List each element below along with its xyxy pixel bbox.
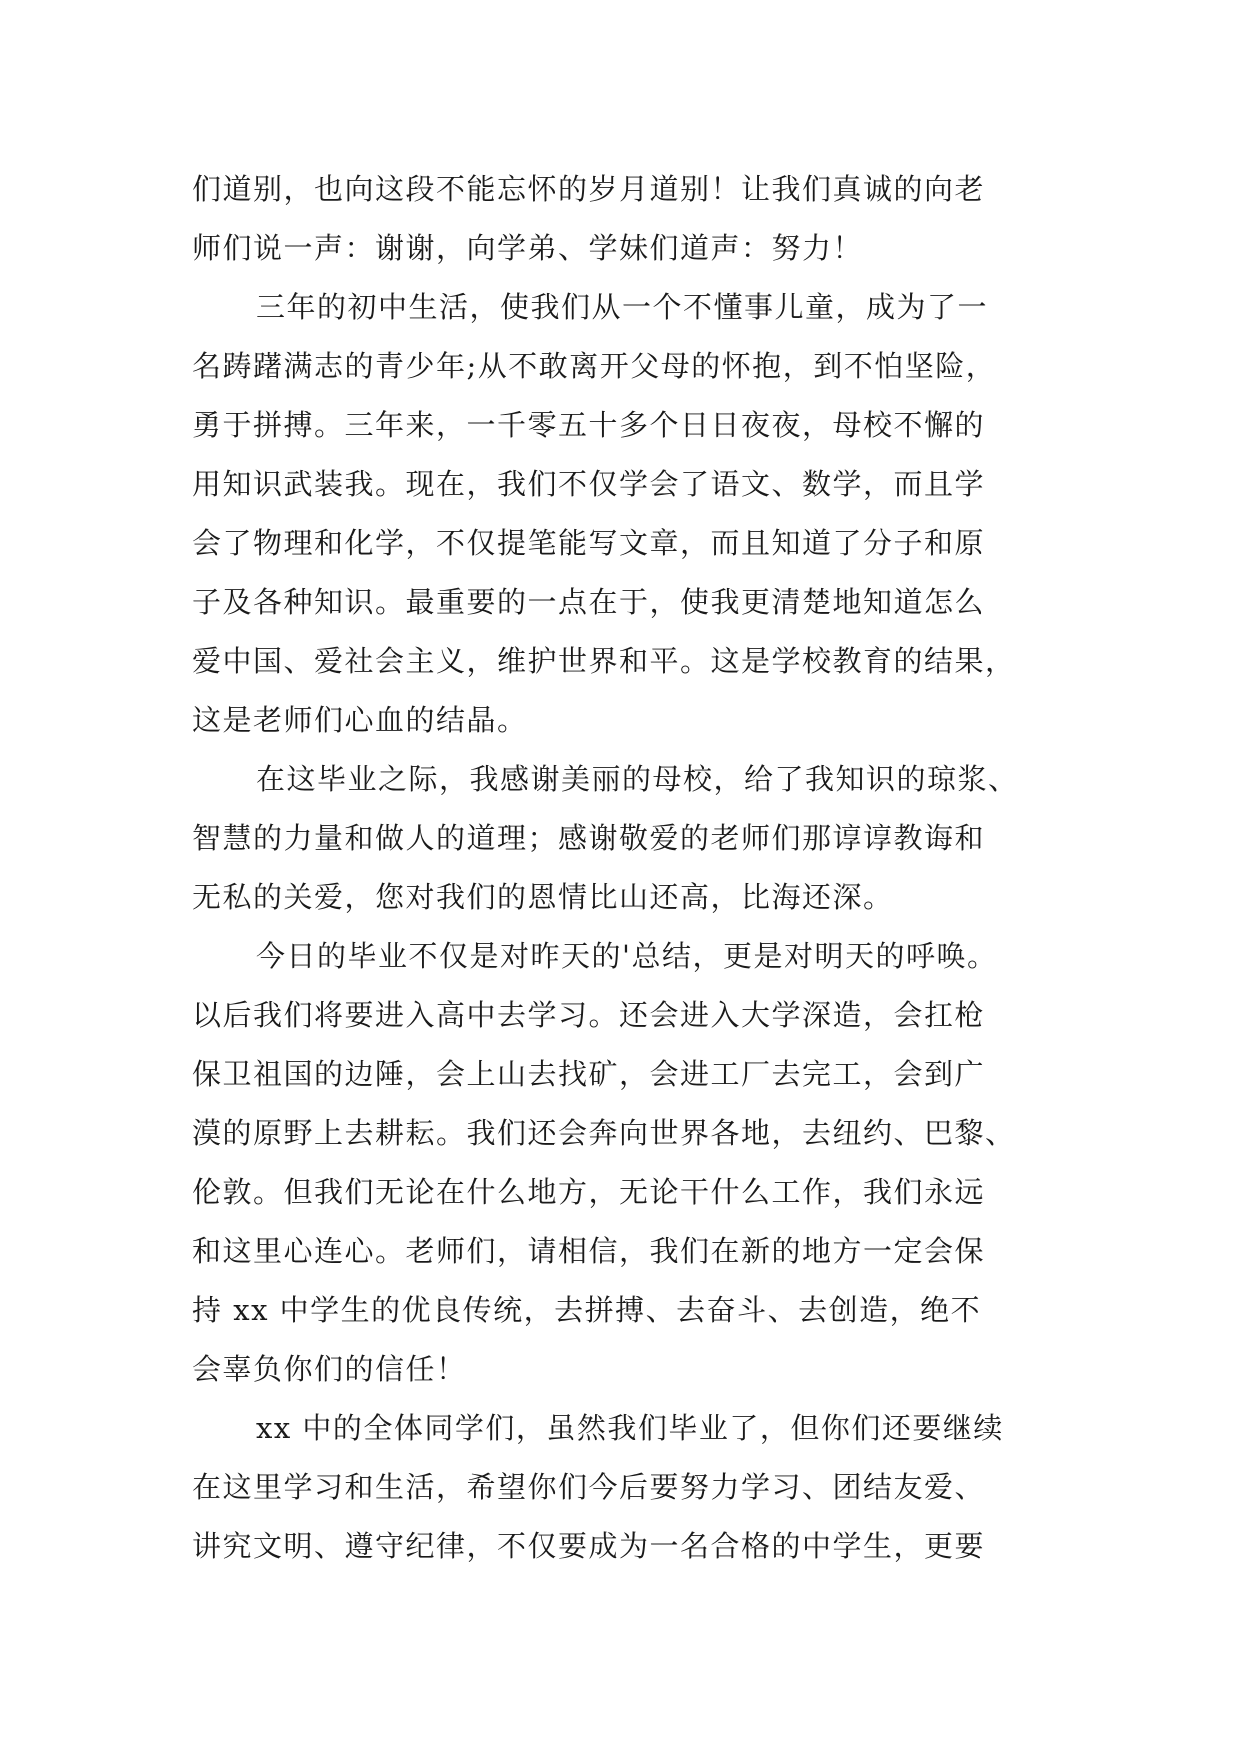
text-line: 用知识武装我。现在，我们不仅学会了语文、数学，而且学 (192, 467, 986, 501)
text-line: 在这里学习和生活，希望你们今后要努力学习、团结友爱、 (192, 1470, 986, 1504)
text-line: 智慧的力量和做人的道理；感谢敬爱的老师们那谆谆教诲和 (192, 821, 986, 855)
text-line: 勇于拼搏。三年来，一千零五十多个日日夜夜，母校不懈的 (192, 408, 986, 442)
paragraph-first-line: 今日的毕业不仅是对昨天的'总结，更是对明天的呼唤。 (256, 939, 998, 973)
text-line: 子及各种知识。最重要的一点在于，使我更清楚地知道怎么 (192, 585, 986, 619)
paragraph-first-line: 三年的初中生活，使我们从一个不懂事儿童，成为了一 (256, 290, 989, 324)
paragraph-first-line: xx 中的全体同学们，虽然我们毕业了，但你们还要继续 (256, 1411, 1004, 1445)
text-line: 持 xx 中学生的优良传统，去拼搏、去奋斗、去创造，绝不 (192, 1293, 982, 1327)
text-line: 们道别，也向这段不能忘怀的岁月道别！让我们真诚的向老 (192, 172, 986, 206)
text-line: 爱中国、爱社会主义，维护世界和平。这是学校教育的结果， (192, 644, 1016, 678)
text-line: 和这里心连心。老师们，请相信，我们在新的地方一定会保 (192, 1234, 986, 1268)
text-line: 会辜负你们的信任！ (192, 1352, 467, 1386)
text-line: 漠的原野上去耕耘。我们还会奔向世界各地，去纽约、巴黎、 (192, 1116, 1016, 1150)
paragraph-first-line: 在这毕业之际，我感谢美丽的母校，给了我知识的琼浆、 (256, 762, 1019, 796)
text-line: 以后我们将要进入高中去学习。还会进入大学深造，会扛枪 (192, 998, 986, 1032)
text-line: 无私的关爱，您对我们的恩情比山还高，比海还深。 (192, 880, 894, 914)
text-line: 这是老师们心血的结晶。 (192, 703, 528, 737)
text-line: 伦敦。但我们无论在什么地方，无论干什么工作，我们永远 (192, 1175, 986, 1209)
text-line: 名踌躇满志的青少年;从不敢离开父母的怀抱，到不怕坚险， (192, 349, 997, 383)
body-text (192, 160, 1082, 1576)
text-line: 师们说一声：谢谢，向学弟、学妹们道声：努力！ (192, 231, 864, 265)
text-line: 讲究文明、遵守纪律，不仅要成为一名合格的中学生，更要 (192, 1529, 986, 1563)
text-line: 保卫祖国的边陲，会上山去找矿，会进工厂去完工，会到广 (192, 1057, 986, 1091)
text-line: 会了物理和化学，不仅提笔能写文章，而且知道了分子和原 (192, 526, 986, 560)
